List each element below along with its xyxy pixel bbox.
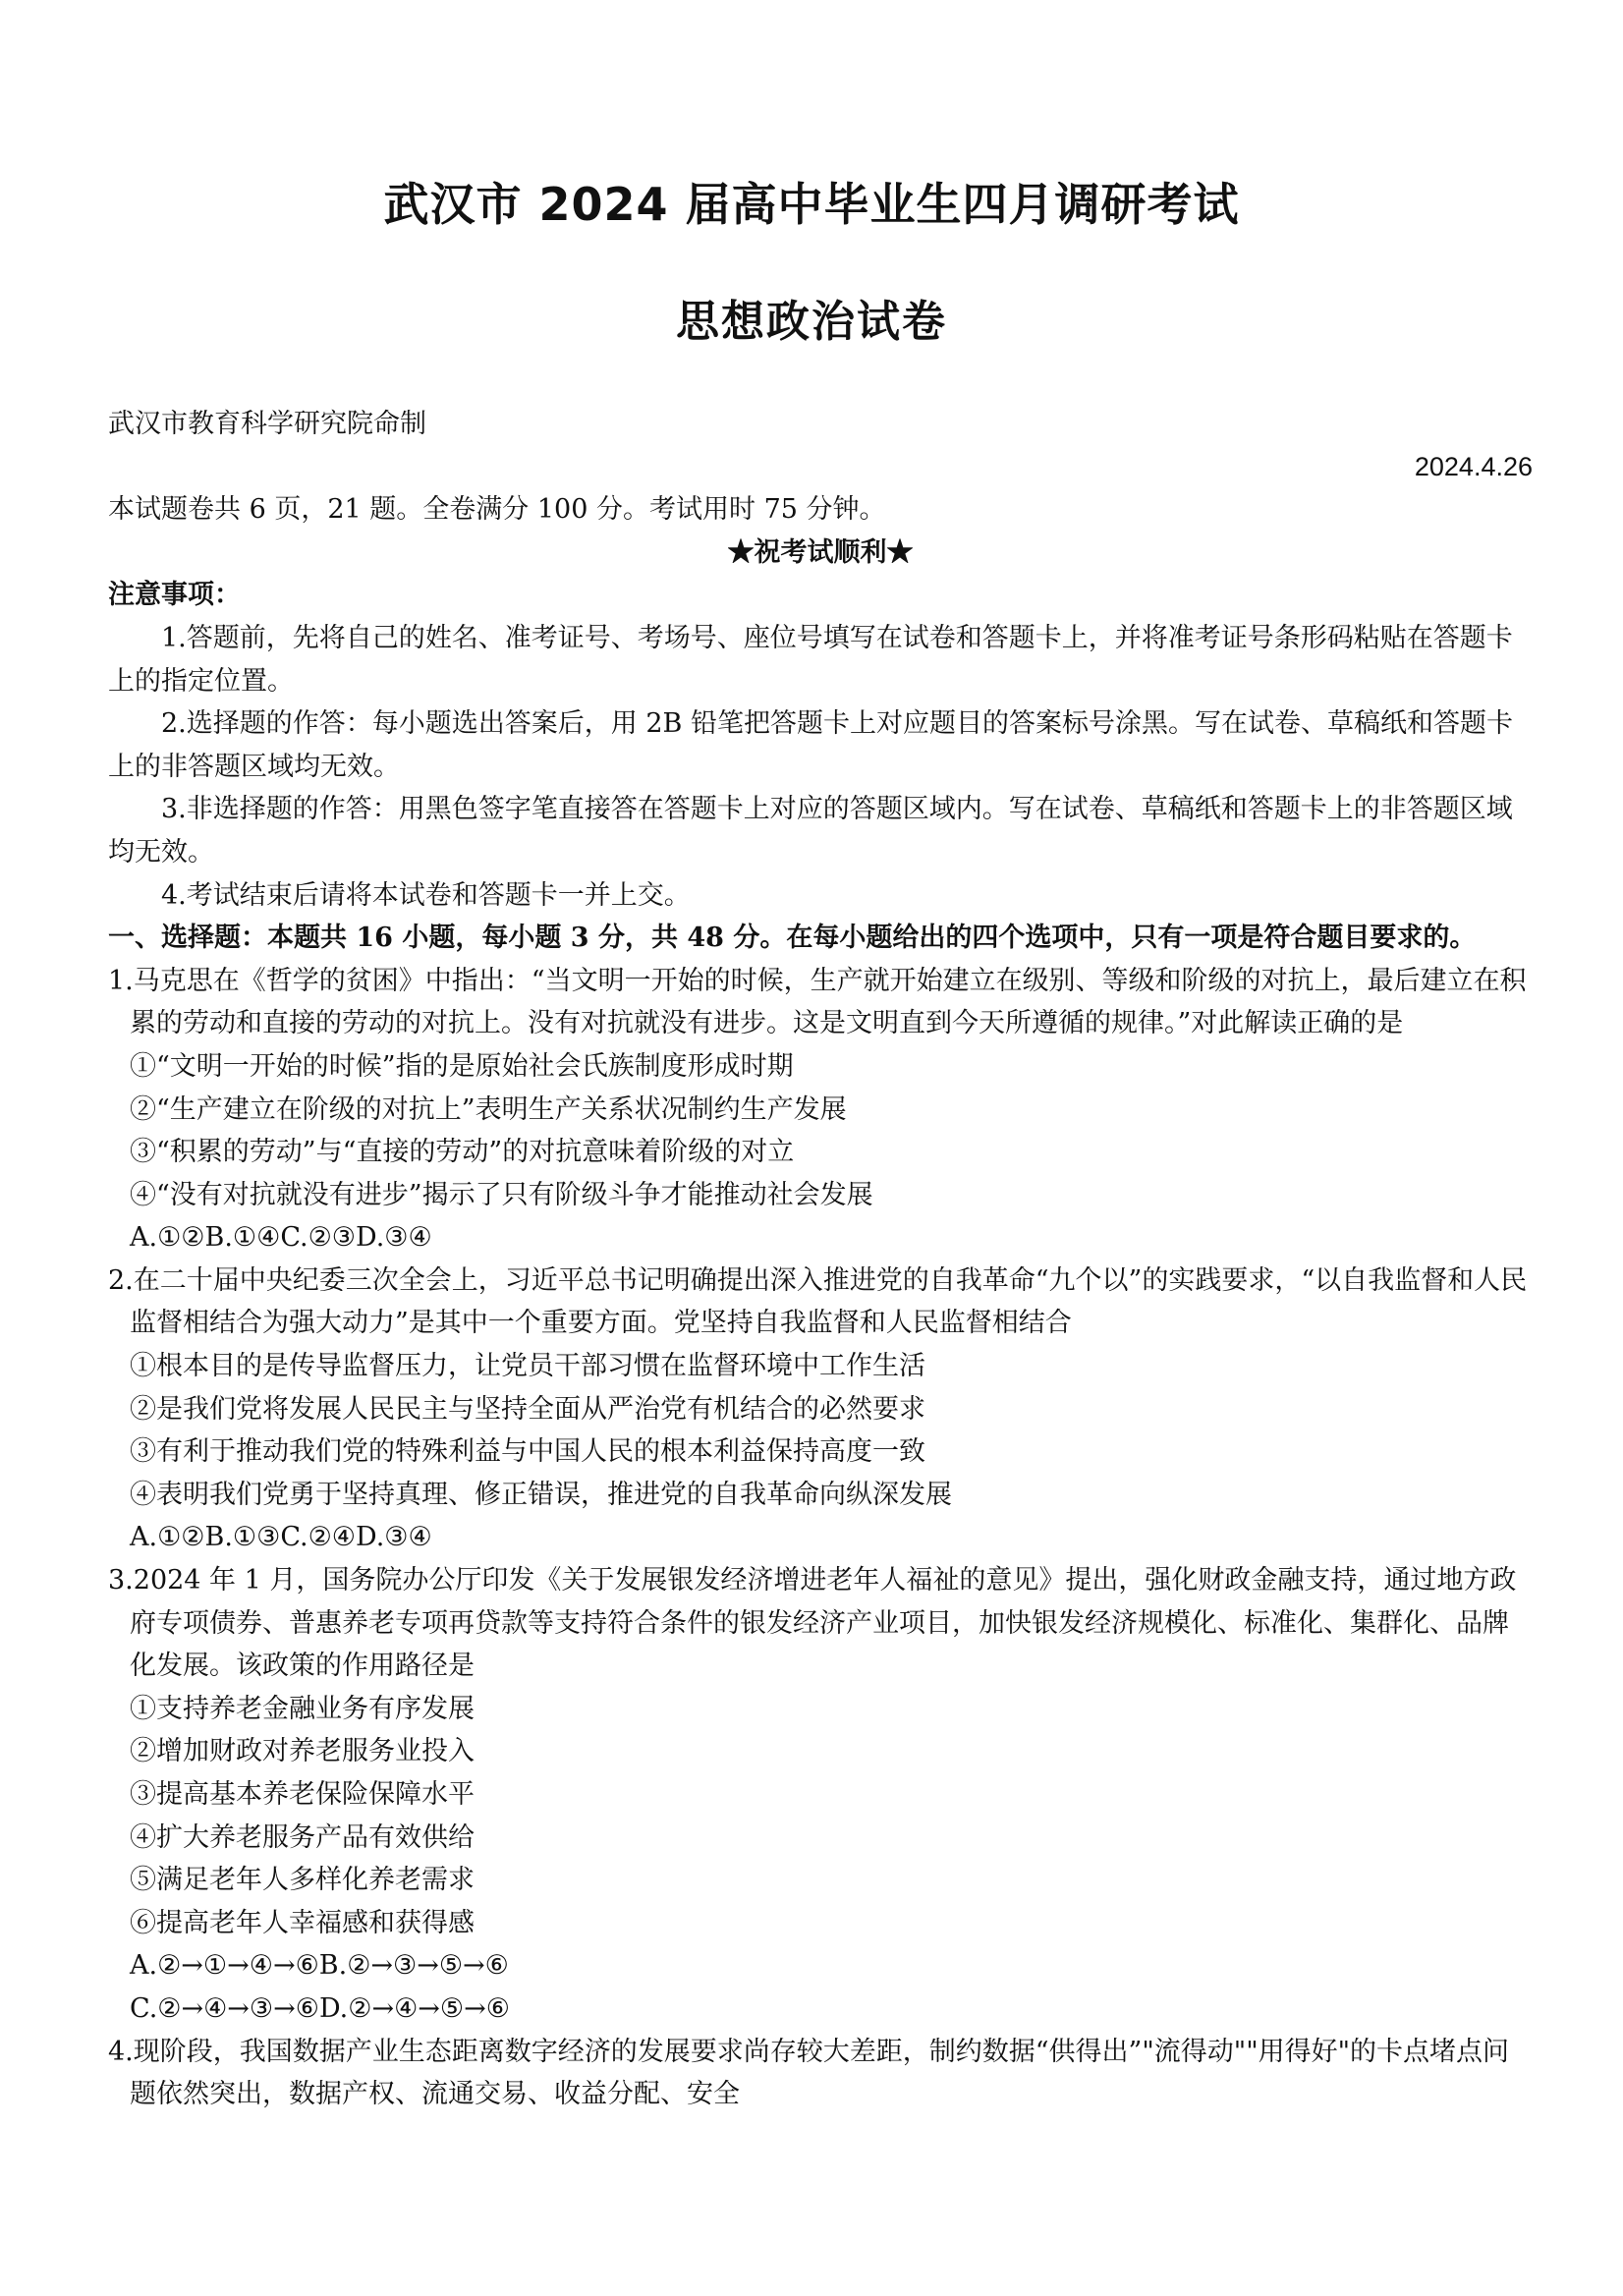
statement-item: ③有利于推动我们党的特殊利益与中国人民的根本利益保持高度一致 [130, 1436, 925, 1468]
question-1 [108, 960, 1533, 1260]
question-2 [108, 1260, 1533, 1559]
statement-item: ③“积累的劳动”与“直接的劳动”的对抗意味着阶级的对立 [130, 1137, 795, 1168]
section-heading: 一、选择题：本题共 16 小题，每小题 3 分，共 48 分。在每小题给出的四个选项中，只有一项是符合题目要求的。 [108, 923, 1477, 954]
notice-item: 4.考试结束后请将本试卷和答题卡一并上交。 [161, 879, 691, 911]
notice-item: 1.答题前，先将自己的姓名、准考证号、考场号、座位号填写在试卷和答题卡上，并将准考证号条形码粘贴在答题卡上的指定位置。 [108, 622, 1513, 697]
statement-item: ④表明我们党勇于坚持真理、修正错误，推进党的自我革命向纵深发展 [130, 1479, 952, 1510]
answer-choices: C.②→④→③→⑥D.②→④→⑤→⑥ [130, 1992, 510, 2024]
answer-choices: A.①②B.①④C.②③D.③④ [130, 1222, 432, 1254]
exam-date: 2024.4.26 [1414, 451, 1533, 481]
exam-content [108, 403, 1533, 2116]
answer-choices: A.①②B.①③C.②④D.③④ [130, 1522, 432, 1553]
statement-item: ④扩大养老服务产品有效供给 [130, 1821, 475, 1853]
exam-subject-title: 思想政治试卷 [676, 297, 947, 347]
good-luck-banner: ★祝考试顺利★ [727, 536, 914, 568]
notice-item: 3.非选择题的作答：用黑色签字笔直接答在答题卡上对应的答题区域内。写在试卷、草稿纸和答题卡上的非答题区域均无效。 [108, 794, 1513, 868]
statement-item: ⑥提高老年人幸福感和获得感 [130, 1907, 475, 1938]
question-stem: 1.马克思在《哲学的贫困》中指出：“当文明一开始的时候，生产就开始建立在级别、等级和阶级的对抗上，最后建立在积累的劳动和直接的劳动的对抗上。没有对抗就没有进步。这是文明直到今天所遵循的规律。”对此解读正确的是 [108, 965, 1527, 1039]
notice-heading: 注意事项： [108, 580, 241, 611]
statement-item: ⑤满足老年人多样化养老需求 [130, 1865, 475, 1896]
question-4 [108, 2031, 1533, 2116]
statement-item: ①根本目的是传导监督压力，让党员干部习惯在监督环境中工作生活 [130, 1351, 925, 1382]
statement-item: ②增加财政对养老服务业投入 [130, 1736, 475, 1767]
question-stem: 4.现阶段，我国数据产业生态距离数字经济的发展要求尚存较大差距，制约数据“供得出”"流得动""用得好"的卡点堵点问题依然突出，数据产权、流通交易、收益分配、安全 [108, 2036, 1510, 2110]
notice-item: 2.选择题的作答：每小题选出答案后，用 2B 铅笔把答题卡上对应题目的答案标号涂黑。写在试卷、草稿纸和答题卡上的非答题区域均无效。 [108, 708, 1513, 782]
exam-title: 武汉市 2024 届高中毕业生四月调研考试 [383, 178, 1240, 231]
statement-item: ②“生产建立在阶级的对抗上”表明生产关系状况制约生产发展 [130, 1093, 847, 1125]
statement-item: ②是我们党将发展人民民主与坚持全面从严治党有机结合的必然要求 [130, 1393, 925, 1425]
issuer-line: 武汉市教育科学研究院命制 [108, 409, 426, 439]
statement-item: ①“文明一开始的时候”指的是原始社会氏族制度形成时期 [130, 1050, 794, 1082]
exam-info: 本试题卷共 6 页，21 题。全卷满分 100 分。考试用时 75 分钟。 [108, 494, 886, 526]
answer-choices: A.②→①→④→⑥B.②→③→⑤→⑥ [130, 1950, 509, 1982]
question-3 [108, 1559, 1533, 2031]
statement-item: ③提高基本养老保险保障水平 [130, 1779, 475, 1810]
statement-item: ④“没有对抗就没有进步”揭示了只有阶级斗争才能推动社会发展 [130, 1179, 873, 1210]
question-stem: 2.在二十届中央纪委三次全会上，习近平总书记明确提出深入推进党的自我革命“九个以”的实践要求，“以自我监督和人民监督相结合为强大动力”是其中一个重要方面。党坚持自我监督和人民监督相结合 [108, 1264, 1528, 1339]
question-stem: 3.2024 年 1 月，国务院办公厅印发《关于发展银发经济增进老年人福祉的意见》提出，强化财政金融支持，通过地方政府专项债券、普惠养老专项再贷款等支持符合条件的银发经济产业项目，加快银发经济规模化、标准化、集群化、品牌化发展。该政策的作用路径是 [108, 1565, 1517, 1682]
statement-item: ①支持养老金融业务有序发展 [130, 1693, 475, 1724]
